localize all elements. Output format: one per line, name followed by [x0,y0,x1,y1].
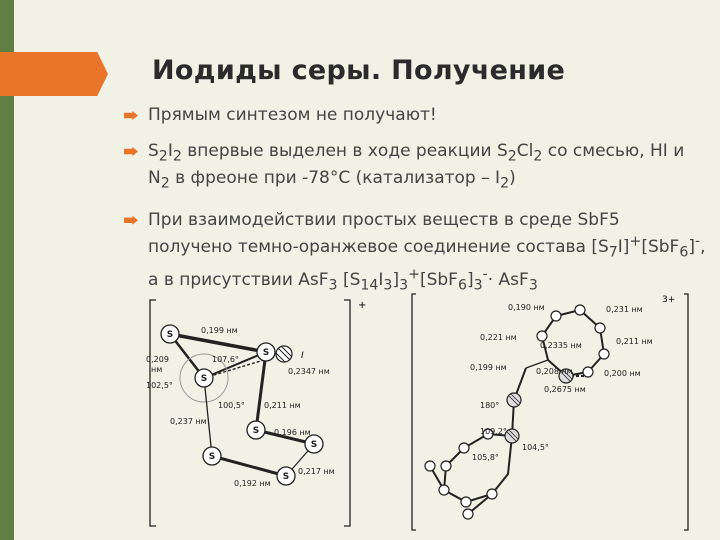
s7i-structure-diagram [146,292,368,532]
svg-text:S: S [310,440,318,450]
charge-label: + [358,300,367,311]
svg-text:104,5°: 104,5° [522,443,549,452]
sulfur-atom [439,485,449,495]
svg-text:0,199 нм: 0,199 нм [201,326,238,335]
svg-text:нм: нм [151,365,163,374]
svg-text:100,5°: 100,5° [218,401,245,410]
svg-text:0,200 нм: 0,200 нм [604,369,641,378]
sulfur-atom [595,323,605,333]
svg-text:S: S [200,374,208,384]
svg-text:107,6°: 107,6° [212,355,239,364]
svg-text:0,196 нм: 0,196 нм [274,428,311,437]
svg-text:0,199 нм: 0,199 нм [470,363,507,372]
svg-text:S: S [282,472,290,482]
s14i3-structure-diagram [408,288,694,536]
svg-text:0,208 нм: 0,208 нм [536,367,573,376]
svg-text:S: S [262,348,270,358]
sulfur-atom [425,461,435,471]
svg-text:0,211 нм: 0,211 нм [616,337,653,346]
left-bracket [150,300,156,526]
svg-text:0,231 нм: 0,231 нм [606,305,643,314]
svg-text:0,209: 0,209 [146,355,169,364]
right-bracket [344,300,350,526]
sulfur-atom [441,461,451,471]
arrow-bullet-icon [124,147,138,156]
bullet-text: $S_2I_2$ впервые выделен в ходе реакции $S_2Cl_2$ со смесью, HI и $N_2$ в фреоне при -78°C (катализатор – $I_2$) [148,141,685,192]
sulfur-atom [459,443,469,453]
bullet-text: Прямым синтезом не получают! [148,105,437,125]
bullet-text: При взаимодействии простых веществ в среде SbF5 получено темно-оранжевое соединение состава $[S_7I]^+[SbF_6]^-$, а в присутствии AsF$_3$ $[S_{14}I_3]_3^+[SbF_6]_3^-\cdot AsF_3$ [148,209,706,294]
sulfur-atom [583,367,593,377]
svg-text:109,2°: 109,2° [480,427,507,436]
arrow-bullet-icon [124,111,138,120]
sulfur-atom [575,305,585,315]
svg-text:0,221 нм: 0,221 нм [480,333,517,342]
iodine-atom [505,429,519,443]
svg-text:S: S [208,452,216,462]
slide-title: Иодиды серы. Получение [152,55,566,86]
sulfur-atom [463,509,473,519]
bullet-list [124,104,709,311]
svg-text:102,5°: 102,5° [146,381,173,390]
iodine-atom [507,393,521,407]
sulfur-atom [537,331,547,341]
svg-text:0,2335 нм: 0,2335 нм [540,341,582,350]
svg-text:0,2675 нм: 0,2675 нм [544,385,586,394]
svg-text:I: I [301,351,304,361]
svg-text:S: S [252,426,260,436]
right-bracket [684,294,688,530]
svg-text:0,192 нм: 0,192 нм [234,479,271,488]
svg-text:105,8°: 105,8° [472,453,499,462]
bullet-item [124,140,709,195]
sulfur-atom [551,311,561,321]
sulfur-atom [487,489,497,499]
arrow-bullet-icon [124,216,138,225]
svg-text:0,2347 нм: 0,2347 нм [288,367,330,376]
charge-label: 3+ [662,295,676,305]
title-flag [0,52,108,96]
svg-text:0,217 нм: 0,217 нм [298,467,335,476]
sulfur-atom [599,349,609,359]
left-bracket [412,294,416,530]
svg-text:S: S [166,330,174,340]
sulfur-atom [461,497,471,507]
svg-text:0,211 нм: 0,211 нм [264,401,301,410]
svg-text:180°: 180° [480,401,500,410]
svg-text:0,190 нм: 0,190 нм [508,303,545,312]
svg-text:0,237 нм: 0,237 нм [170,417,207,426]
bullet-item [124,209,709,297]
bullet-item [124,104,709,126]
